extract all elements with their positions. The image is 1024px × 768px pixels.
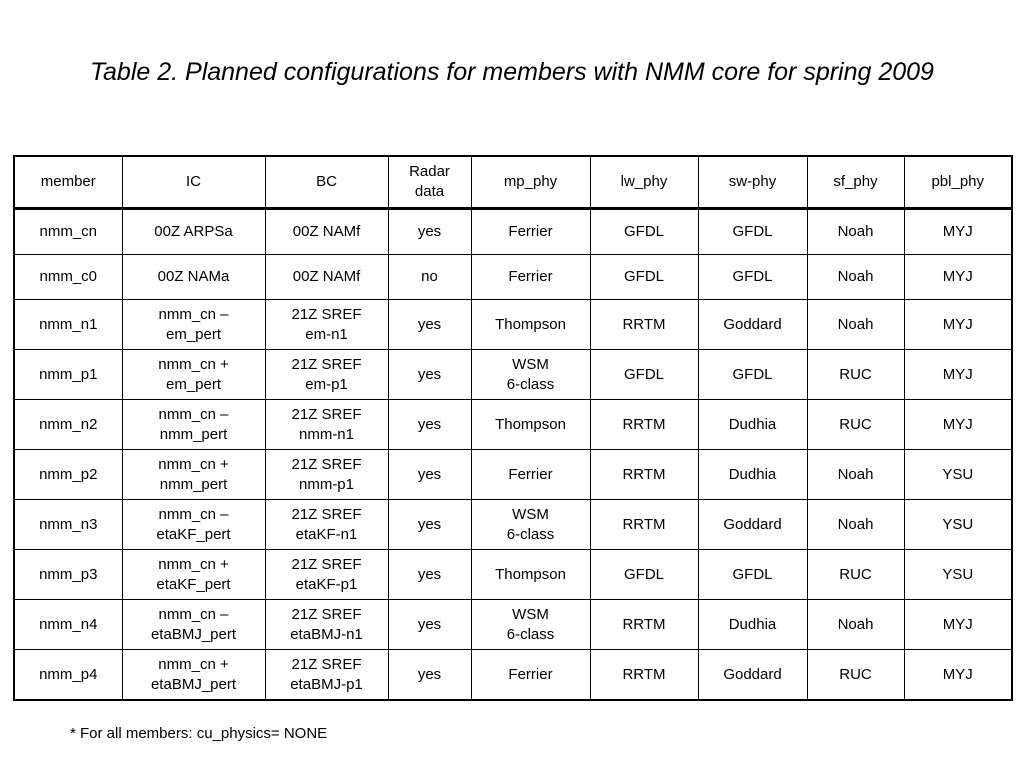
column-header-text: data: [414, 183, 445, 200]
table-row: [14, 209, 1012, 255]
table-cell: [904, 400, 1012, 450]
table-cell: [807, 255, 904, 300]
table-cell-text: Ferrier: [508, 268, 553, 285]
table-cell-text: em_pert: [165, 375, 222, 393]
table-cell: [904, 255, 1012, 300]
table-cell: [590, 650, 698, 701]
table-cell: [590, 600, 698, 650]
table-cell: [388, 350, 471, 400]
table-cell-text: nmm_n1: [39, 315, 98, 333]
table-cell-text: Goddard: [723, 315, 782, 333]
table-cell: [471, 209, 590, 255]
table-cell: [122, 300, 265, 350]
table-cell: [14, 350, 122, 400]
table-cell: [14, 209, 122, 255]
table-cell-text: GFDL: [623, 223, 664, 240]
table-cell-text: 00Z NAMf: [292, 268, 361, 285]
table-cell-text: MYJ: [942, 315, 973, 333]
table-row: [14, 500, 1012, 550]
table-cell: [698, 650, 807, 701]
table-cell-text: nmm_p4: [39, 665, 98, 683]
table-cell-text: 00Z NAMf: [292, 223, 361, 240]
table-cell: [590, 350, 698, 400]
table-cell-text: YSU: [942, 515, 974, 533]
table-cell-text: nmm_cn +: [158, 555, 229, 573]
table-cell-text: RRTM: [622, 315, 666, 333]
table-cell-text: GFDL: [732, 268, 773, 285]
table-cell-text: no: [421, 268, 438, 285]
table-cell: [904, 209, 1012, 255]
table-cell-text: yes: [417, 465, 442, 483]
table-cell-text: etaBMJ_pert: [150, 625, 237, 643]
table-cell: [471, 650, 590, 701]
table-cell-text: nmm_cn +: [158, 355, 229, 373]
table-cell-text: Thompson: [495, 415, 566, 433]
table-cell-text: nmm-n1: [298, 425, 354, 443]
column-header: [698, 156, 807, 209]
table-cell: [122, 500, 265, 550]
table-cell: [388, 300, 471, 350]
table-cell: [388, 550, 471, 600]
table-cell-text: Noah: [837, 515, 874, 533]
table-cell-text: em_pert: [165, 325, 222, 343]
table-row: [14, 255, 1012, 300]
table-cell-text: nmm_cn –: [158, 505, 229, 523]
table-cell: [807, 450, 904, 500]
table-cell: [904, 650, 1012, 701]
table-cell-text: Noah: [837, 465, 874, 483]
table-cell-text: 6-class: [506, 525, 555, 543]
table-cell-text: nmm_p1: [39, 365, 98, 383]
table-cell-text: etaKF_pert: [156, 525, 231, 543]
table-cell-text: Ferrier: [508, 223, 553, 240]
table-cell-text: YSU: [942, 465, 974, 483]
table-cell: [14, 450, 122, 500]
table-cell: [265, 500, 388, 550]
table-cell: [265, 209, 388, 255]
table-cell: [698, 300, 807, 350]
table-cell-text: Noah: [837, 268, 874, 285]
table-cell: [807, 650, 904, 701]
table-cell-text: RRTM: [622, 615, 666, 633]
table-cell-text: GFDL: [732, 365, 773, 383]
table-cell: [590, 400, 698, 450]
table-cell-text: WSM: [512, 505, 549, 523]
table-cell-text: nmm_n4: [39, 615, 98, 633]
table-row: [14, 550, 1012, 600]
table-cell-text: yes: [417, 315, 442, 333]
table-cell: [471, 350, 590, 400]
table-cell-text: nmm_n3: [39, 515, 98, 533]
table-cell: [807, 300, 904, 350]
table-cell: [471, 450, 590, 500]
column-header: [590, 156, 698, 209]
table-cell: [388, 209, 471, 255]
table-cell-text: Dudhia: [728, 415, 777, 433]
table-cell-text: 21Z SREF: [291, 355, 362, 373]
table-cell-text: nmm_n2: [39, 415, 98, 433]
table-cell: [698, 450, 807, 500]
table-cell: [265, 450, 388, 500]
column-header-text: pbl_phy: [931, 173, 985, 190]
table-cell: [590, 255, 698, 300]
table-cell: [807, 209, 904, 255]
table-cell-text: Thompson: [495, 565, 566, 583]
table-cell-text: yes: [417, 415, 442, 433]
table-cell-text: 00Z NAMa: [157, 268, 230, 285]
column-header: [904, 156, 1012, 209]
table-cell-text: RUC: [839, 415, 872, 433]
table-row: [14, 600, 1012, 650]
table-cell-text: yes: [417, 365, 442, 383]
table-cell-text: WSM: [512, 605, 549, 623]
table-cell: [807, 350, 904, 400]
table-cell: [122, 400, 265, 450]
table-cell-text: MYJ: [942, 615, 973, 633]
table-cell: [122, 255, 265, 300]
table-row: [14, 350, 1012, 400]
table-cell: [698, 600, 807, 650]
table-cell-text: 6-class: [506, 625, 555, 643]
table-cell-text: yes: [417, 615, 442, 633]
column-header-text: member: [40, 173, 96, 190]
table-cell-text: 21Z SREF: [291, 505, 362, 523]
table-cell: [904, 500, 1012, 550]
table-cell: [14, 650, 122, 701]
column-header-text: sf_phy: [833, 173, 878, 190]
table-cell: [14, 400, 122, 450]
table-cell: [471, 600, 590, 650]
table-cell-text: 00Z ARPSa: [154, 223, 233, 240]
table-cell-text: GFDL: [623, 268, 664, 285]
table-cell-text: yes: [417, 223, 442, 240]
table-cell-text: RRTM: [622, 515, 666, 533]
table-cell: [122, 209, 265, 255]
table-cell-text: Goddard: [723, 665, 782, 683]
table-cell-text: YSU: [942, 565, 974, 583]
table-cell-text: 21Z SREF: [291, 605, 362, 623]
table-cell-text: RUC: [839, 365, 872, 383]
table-cell-text: Noah: [837, 315, 874, 333]
table-cell: [122, 650, 265, 701]
table-body: [14, 209, 1012, 701]
table-row: [14, 300, 1012, 350]
column-header-text: IC: [186, 173, 201, 190]
table-cell-text: 21Z SREF: [291, 655, 362, 673]
table-cell: [590, 209, 698, 255]
table-cell-text: 21Z SREF: [291, 405, 362, 423]
table-title: Table 2. Planned configurations for members with NMM core for spring 2009: [90, 58, 934, 86]
table-cell: [698, 350, 807, 400]
table-cell: [122, 600, 265, 650]
table-cell-text: Ferrier: [508, 465, 553, 483]
table-cell: [14, 255, 122, 300]
table-cell-text: Goddard: [723, 515, 782, 533]
table-cell-text: etaKF-n1: [295, 525, 358, 543]
table-cell-text: WSM: [512, 355, 549, 373]
table-cell-text: etaBMJ_pert: [150, 675, 237, 693]
table-cell: [388, 650, 471, 701]
table-row: [14, 400, 1012, 450]
table-cell: [388, 255, 471, 300]
table-cell: [698, 400, 807, 450]
table-cell: [265, 600, 388, 650]
table-cell: [14, 300, 122, 350]
column-header-text: sw-phy: [728, 173, 777, 190]
column-header-text: mp_phy: [503, 173, 558, 190]
table-cell: [14, 500, 122, 550]
table-cell: [388, 500, 471, 550]
table-cell-text: RRTM: [622, 415, 666, 433]
table-cell: [698, 500, 807, 550]
table-cell-text: nmm_pert: [159, 475, 228, 493]
header-row: [14, 156, 1012, 209]
table-cell-text: Noah: [837, 615, 874, 633]
table-cell: [698, 550, 807, 600]
table-cell: [590, 450, 698, 500]
column-header: [122, 156, 265, 209]
table-cell-text: nmm-p1: [298, 475, 354, 493]
table-cell: [265, 300, 388, 350]
table-cell-text: MYJ: [942, 365, 973, 383]
table-row: [14, 650, 1012, 701]
table-cell-text: Noah: [837, 223, 874, 240]
table-cell-text: GFDL: [623, 365, 664, 383]
table-cell: [14, 550, 122, 600]
table-cell: [14, 600, 122, 650]
table-cell: [590, 550, 698, 600]
table-cell-text: etaBMJ-n1: [290, 625, 363, 643]
table-cell: [471, 550, 590, 600]
table-cell-text: nmm_cn –: [158, 605, 229, 623]
table-cell: [904, 550, 1012, 600]
table-cell-text: RRTM: [622, 465, 666, 483]
table-cell: [122, 350, 265, 400]
table-cell: [388, 450, 471, 500]
table-cell: [698, 209, 807, 255]
table-cell: [471, 500, 590, 550]
configuration-table: [13, 155, 1013, 701]
table-cell: [807, 550, 904, 600]
table-cell-text: etaKF-p1: [295, 575, 358, 593]
column-header: [14, 156, 122, 209]
table-cell-text: nmm_cn +: [158, 455, 229, 473]
table-cell-text: GFDL: [732, 223, 773, 240]
table-cell-text: nmm_pert: [159, 425, 228, 443]
table-cell: [590, 300, 698, 350]
column-header: [388, 156, 471, 209]
table-cell-text: nmm_cn –: [158, 305, 229, 323]
table-cell-text: RUC: [839, 665, 872, 683]
table-cell: [807, 400, 904, 450]
column-header-text: Radar: [409, 163, 450, 180]
table-cell: [265, 350, 388, 400]
table-cell-text: nmm_cn –: [158, 405, 229, 423]
table-cell-text: Thompson: [495, 315, 566, 333]
table-cell-text: MYJ: [942, 268, 973, 285]
table-cell: [904, 450, 1012, 500]
table-cell: [904, 300, 1012, 350]
table-cell-text: em-n1: [305, 325, 348, 343]
table-cell: [388, 600, 471, 650]
table-cell-text: nmm_p2: [39, 465, 98, 483]
table-cell-text: Ferrier: [508, 665, 553, 683]
table-cell: [265, 550, 388, 600]
table-cell-text: GFDL: [623, 565, 664, 583]
table-cell-text: yes: [417, 665, 442, 683]
table-cell-text: Dudhia: [728, 615, 777, 633]
table-cell-text: RUC: [839, 565, 872, 583]
column-header: [471, 156, 590, 209]
table-cell-text: 21Z SREF: [291, 305, 362, 323]
table-cell-text: RRTM: [622, 665, 666, 683]
table-cell-text: em-p1: [305, 375, 348, 393]
table-cell: [807, 600, 904, 650]
table-cell: [807, 500, 904, 550]
table-cell-text: MYJ: [942, 223, 973, 240]
table-cell: [388, 400, 471, 450]
table-cell-text: yes: [417, 515, 442, 533]
table-cell: [122, 450, 265, 500]
table-cell: [265, 255, 388, 300]
column-header-text: lw_phy: [620, 173, 668, 190]
table-cell: [590, 500, 698, 550]
footnote: * For all members: cu_physics= NONE: [70, 725, 328, 742]
column-header: [807, 156, 904, 209]
table-cell-text: etaBMJ-p1: [290, 675, 363, 693]
table-cell: [904, 600, 1012, 650]
table-cell: [265, 400, 388, 450]
table-cell: [698, 255, 807, 300]
table-cell: [471, 300, 590, 350]
table-cell: [471, 400, 590, 450]
column-header-text: BC: [316, 173, 337, 190]
table-cell-text: 21Z SREF: [291, 555, 362, 573]
table-cell-text: nmm_p3: [39, 565, 98, 583]
table-cell: [471, 255, 590, 300]
table-cell-text: MYJ: [942, 415, 973, 433]
table-cell-text: 6-class: [506, 375, 555, 393]
table-cell: [265, 650, 388, 701]
table-cell-text: GFDL: [732, 565, 773, 583]
table-cell: [904, 350, 1012, 400]
table-cell-text: nmm_c0: [39, 268, 98, 285]
table-cell-text: nmm_cn: [39, 223, 98, 240]
table-cell-text: 21Z SREF: [291, 455, 362, 473]
table-row: [14, 450, 1012, 500]
table-cell-text: MYJ: [942, 665, 973, 683]
table-cell-text: nmm_cn +: [158, 655, 229, 673]
table-cell-text: yes: [417, 565, 442, 583]
table-cell: [122, 550, 265, 600]
table-cell-text: etaKF_pert: [156, 575, 231, 593]
column-header: [265, 156, 388, 209]
table-cell-text: Dudhia: [728, 465, 777, 483]
